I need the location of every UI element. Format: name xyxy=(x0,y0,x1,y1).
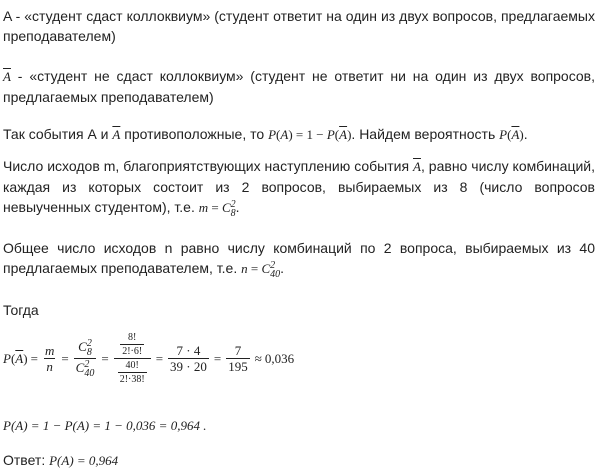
formula-sub: 40 xyxy=(270,269,281,280)
formula-inline: $P(\overline{A})$ xyxy=(499,127,524,142)
formula-sub: 40 xyxy=(84,368,95,379)
formula-eq: = xyxy=(30,350,38,366)
paragraph-event-not-a xyxy=(3,66,595,107)
answer-formula: P(A) = 0,964 xyxy=(49,453,119,468)
event-symbol: A xyxy=(3,8,12,24)
text-fragment: . xyxy=(523,126,528,142)
event-symbol-complement: $\overline{A}$ xyxy=(413,159,421,174)
paragraph-opposite-events xyxy=(3,124,595,145)
formula-eq: = xyxy=(213,350,222,366)
denominator: 2!·38! xyxy=(119,374,145,385)
formula-sup: 2 xyxy=(270,260,276,271)
denominator xyxy=(74,358,97,378)
fraction-m-over-n xyxy=(43,344,56,373)
formula-inline: $P(A) = 1 - P(\overline{A})$ xyxy=(268,127,352,142)
denominator: 2!·6! xyxy=(122,346,143,357)
formula-p: P xyxy=(3,350,11,366)
complement-formula: P(A) = 1 − P(A) = 1 − 0,036 = 0,964 . xyxy=(3,418,207,433)
formula-sup: 2 xyxy=(84,359,90,370)
formula-c: C xyxy=(221,200,231,215)
text-fragment: . Найдем вероятность xyxy=(351,126,500,142)
formula-inline xyxy=(241,260,281,280)
event-symbol-complement: $\overline{A}$ xyxy=(3,69,11,84)
formula-approx: ≈ xyxy=(254,350,262,366)
numerator: 7 xyxy=(234,343,242,358)
text-fragment: противоположные, то xyxy=(120,126,269,142)
text-fragment: Число исходов m, благоприятствующих наступлению события xyxy=(3,158,413,174)
probability-formula xyxy=(3,332,294,385)
fraction-8-factorial xyxy=(120,332,144,357)
formula-c: C xyxy=(75,360,85,375)
formula-sub: 8 xyxy=(230,208,236,219)
formula-eq: = xyxy=(101,350,109,366)
formula-sub: 8 xyxy=(86,347,92,358)
numerator: 40! xyxy=(125,360,139,371)
formula-eq: = xyxy=(155,350,164,366)
formula-inline xyxy=(198,199,236,219)
formula-var: m xyxy=(198,200,209,215)
numerator: 7 · 4 xyxy=(176,343,201,358)
formula-result: 0,036 xyxy=(264,350,295,366)
formula-a-complement: $\overline{A}$ xyxy=(339,127,348,142)
fraction-factorials xyxy=(114,332,151,385)
text-then: Тогда xyxy=(3,302,39,318)
complement-probability xyxy=(3,416,595,436)
text-fragment: Так события А и xyxy=(3,126,113,142)
text-fragment: , равно числу комбинаций, каждая из которых состоит из 2 вопросов, выбираемых из 8 (число вопросов невыученных студентом), т.е. xyxy=(3,158,595,215)
event-description: - «студент не сдаст коллоквиум» (студент не ответит ни на один из двух вопросов, предлагаемых преподавателем) xyxy=(3,68,595,105)
paragraph-total-outcomes xyxy=(3,238,595,279)
event-symbol-complement: $\overline{A}$ xyxy=(112,127,121,142)
formula-var: n xyxy=(241,261,248,276)
text-fragment: . xyxy=(235,199,240,215)
paragraph-event-a xyxy=(3,6,595,46)
denominator: 195 xyxy=(228,359,248,374)
answer-label: Ответ: xyxy=(3,452,46,468)
formula-c: C xyxy=(78,339,87,354)
formula-a: A xyxy=(280,127,289,142)
formula-c: C xyxy=(261,261,271,276)
formula-p: P xyxy=(268,127,277,142)
fraction-40-factorial xyxy=(118,360,147,385)
paragraph-favorable-outcomes xyxy=(3,156,595,218)
numerator xyxy=(76,339,94,358)
numerator: m xyxy=(44,343,55,358)
fraction-combinations xyxy=(74,339,97,378)
formula-eq: = xyxy=(61,350,69,366)
denominator: 39 · 20 xyxy=(170,359,207,374)
fraction-simplified xyxy=(168,344,209,373)
event-description: - «студент сдаст коллоквиум» (студент ответит на один из двух вопросов, предлагаемых преподавателем) xyxy=(3,8,595,44)
formula-p: P xyxy=(499,127,508,142)
numerator xyxy=(116,332,148,358)
formula-sup: 2 xyxy=(230,199,236,210)
answer-line xyxy=(3,450,595,471)
fraction-result xyxy=(226,344,250,373)
formula-lhs: $P(\overline{A})$ xyxy=(3,350,28,366)
formula-a-complement: $\overline{A}$ xyxy=(511,127,520,142)
denominator xyxy=(114,358,151,385)
paragraph-then xyxy=(3,300,595,320)
formula-p: P xyxy=(326,127,335,142)
formula-op: = xyxy=(247,261,262,276)
formula-op: = 1 − xyxy=(292,127,327,142)
numerator: 8! xyxy=(128,332,137,343)
formula-a-complement: $\overline{A}$ xyxy=(15,350,24,366)
formula-op: = xyxy=(208,200,222,215)
denominator: n xyxy=(46,359,53,374)
text-fragment: Общее число исходов n равно числу комбинаций по 2 вопроса, выбираемых из 40 предлагаемых преподавателем, т.е. xyxy=(3,240,595,276)
text-fragment: . xyxy=(280,260,285,276)
formula-sup: 2 xyxy=(86,338,92,349)
